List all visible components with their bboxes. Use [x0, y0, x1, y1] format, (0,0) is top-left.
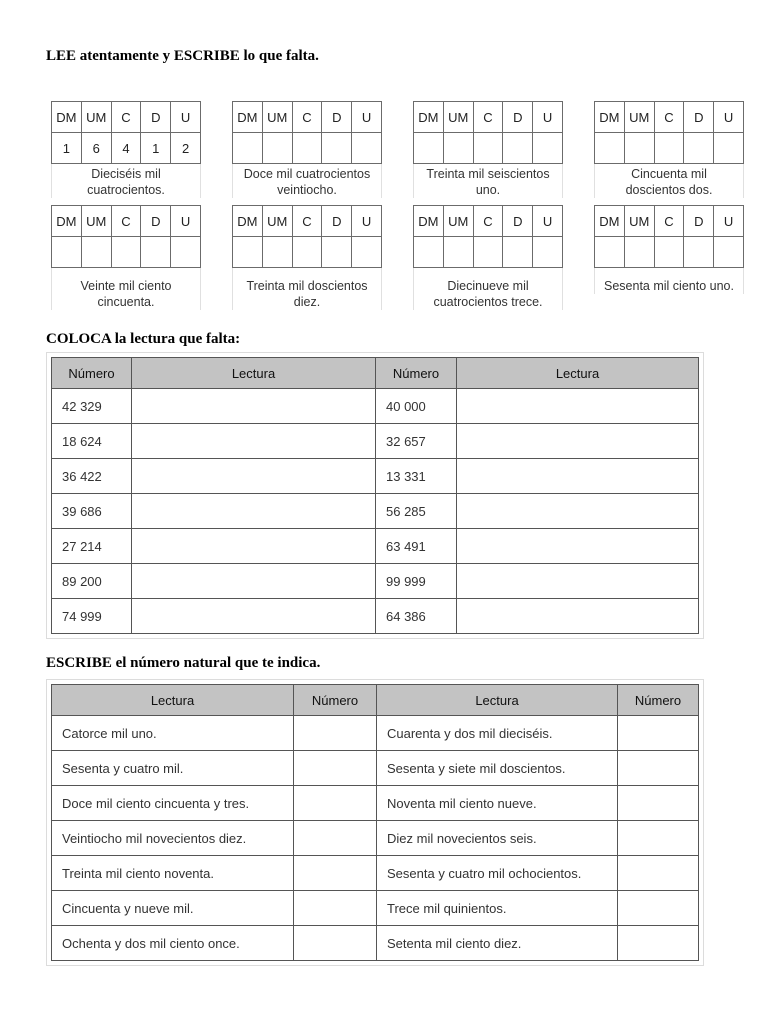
- number-cell: 99 999: [376, 564, 457, 599]
- number-answer-cell[interactable]: [618, 891, 699, 926]
- place-value-header: DM: [414, 206, 444, 237]
- place-value-label: [232, 268, 382, 310]
- place-value-digit-cell[interactable]: [684, 133, 714, 164]
- number-answer-cell[interactable]: [294, 716, 377, 751]
- section1-heading: LEE atentamente y ESCRIBE lo que falta.: [46, 48, 319, 64]
- place-value-header: D: [322, 102, 352, 133]
- place-value-label-line: Dieciséis mil: [91, 167, 161, 181]
- number-answer-cell[interactable]: [618, 751, 699, 786]
- reading-answer-cell[interactable]: [132, 564, 376, 599]
- place-value-label-line: Diecinueve mil: [447, 279, 529, 293]
- place-value-header: D: [141, 206, 171, 237]
- col-header-lectura: Lectura: [52, 685, 294, 716]
- place-value-label-line: cuatrocientos trece.: [433, 295, 543, 309]
- place-value-digit-cell[interactable]: [533, 133, 563, 164]
- place-value-header: C: [473, 206, 503, 237]
- reading-answer-cell[interactable]: [132, 424, 376, 459]
- reading-cell: Noventa mil ciento nueve.: [377, 786, 618, 821]
- reading-answer-cell[interactable]: [457, 389, 699, 424]
- place-value-digit-cell[interactable]: [443, 237, 473, 268]
- table-row: [52, 599, 699, 634]
- place-value-digit-cell[interactable]: [624, 237, 654, 268]
- number-cell: 13 331: [376, 459, 457, 494]
- place-value-digit-cell[interactable]: [322, 133, 352, 164]
- number-answer-cell[interactable]: [618, 821, 699, 856]
- place-value-header: UM: [81, 206, 111, 237]
- place-value-digit-cell[interactable]: [171, 237, 201, 268]
- place-value-header: DM: [414, 102, 444, 133]
- place-value-header: C: [292, 206, 322, 237]
- reading-answer-cell[interactable]: [132, 389, 376, 424]
- col-header-numero: Número: [618, 685, 699, 716]
- place-value-header-row: [414, 206, 563, 237]
- place-value-digit-cell[interactable]: [322, 237, 352, 268]
- number-cell: 39 686: [52, 494, 132, 529]
- place-value-label: [413, 164, 563, 198]
- number-answer-cell[interactable]: [294, 891, 377, 926]
- place-value-box: [594, 205, 744, 311]
- place-value-digit-cell[interactable]: [473, 133, 503, 164]
- place-value-digit-cell[interactable]: [352, 133, 382, 164]
- place-value-digit-cell[interactable]: [414, 237, 444, 268]
- place-value-label-line: Veinte mil ciento: [80, 279, 172, 293]
- number-table: [51, 684, 699, 961]
- place-value-label: [594, 268, 744, 294]
- number-cell: 27 214: [52, 529, 132, 564]
- table-row: [52, 494, 699, 529]
- place-value-digit-cell[interactable]: [111, 237, 141, 268]
- place-value-label-line: Cincuenta mil: [631, 167, 707, 181]
- table-row: [52, 459, 699, 494]
- col-header-lectura: Lectura: [132, 358, 376, 389]
- place-value-header: U: [533, 206, 563, 237]
- place-value-box: [232, 205, 382, 311]
- place-value-box: [51, 205, 201, 311]
- place-value-header-row: [595, 102, 744, 133]
- place-value-label-line: Treinta mil doscientos: [246, 279, 368, 293]
- reading-cell: Doce mil ciento cincuenta y tres.: [52, 786, 294, 821]
- place-value-table: [51, 205, 201, 268]
- number-answer-cell[interactable]: [294, 751, 377, 786]
- col-header-lectura: Lectura: [457, 358, 699, 389]
- place-value-digit-cell[interactable]: [624, 133, 654, 164]
- place-value-header: U: [714, 206, 744, 237]
- table-row: [52, 716, 699, 751]
- reading-cell: Sesenta y cuatro mil ochocientos.: [377, 856, 618, 891]
- number-cell: 32 657: [376, 424, 457, 459]
- place-value-header: U: [714, 102, 744, 133]
- place-value-header: DM: [595, 206, 625, 237]
- reading-cell: Treinta mil ciento noventa.: [52, 856, 294, 891]
- reading-answer-cell[interactable]: [132, 529, 376, 564]
- place-value-label-line: cincuenta.: [97, 295, 155, 309]
- place-value-header: C: [111, 206, 141, 237]
- number-answer-cell[interactable]: [294, 926, 377, 961]
- place-value-label: [232, 164, 382, 198]
- place-value-table: [594, 205, 744, 268]
- place-value-digit-row: [414, 237, 563, 268]
- place-value-header-row: [233, 206, 382, 237]
- place-value-header: DM: [595, 102, 625, 133]
- reading-cell: Setenta mil ciento diez.: [377, 926, 618, 961]
- place-value-header: C: [654, 102, 684, 133]
- place-value-header: DM: [233, 206, 263, 237]
- place-value-table: [413, 205, 563, 268]
- place-value-header: U: [171, 206, 201, 237]
- place-value-digit-cell[interactable]: [654, 133, 684, 164]
- place-value-digit-cell[interactable]: 1: [141, 133, 171, 164]
- place-value-label-line: doscientos dos.: [625, 183, 713, 197]
- place-value-digit-cell[interactable]: [533, 237, 563, 268]
- place-value-header: C: [111, 102, 141, 133]
- place-value-box: [594, 101, 744, 205]
- place-value-digit-cell[interactable]: 1: [52, 133, 82, 164]
- number-answer-cell[interactable]: [618, 786, 699, 821]
- place-value-label: [594, 164, 744, 198]
- number-table-wrap: [46, 679, 704, 966]
- table-row: [52, 856, 699, 891]
- place-value-header: DM: [52, 206, 82, 237]
- number-cell: 42 329: [52, 389, 132, 424]
- reading-table: [51, 357, 699, 634]
- place-value-header: U: [352, 206, 382, 237]
- place-value-header: C: [292, 102, 322, 133]
- number-cell: 40 000: [376, 389, 457, 424]
- place-value-header: UM: [624, 102, 654, 133]
- col-header-numero: Número: [52, 358, 132, 389]
- place-value-label-line: Treinta mil seiscientos: [426, 167, 550, 181]
- place-value-header: UM: [443, 206, 473, 237]
- place-value-digit-row: [595, 133, 744, 164]
- number-cell: 56 285: [376, 494, 457, 529]
- col-header-numero: Número: [294, 685, 377, 716]
- reading-cell: Cincuenta y nueve mil.: [52, 891, 294, 926]
- place-value-digit-row: [52, 237, 201, 268]
- place-value-digit-cell[interactable]: [262, 133, 292, 164]
- place-value-header: UM: [443, 102, 473, 133]
- section3-heading: ESCRIBE el número natural que te indica.: [46, 655, 321, 671]
- place-value-header: U: [533, 102, 563, 133]
- reading-cell: Cuarenta y dos mil dieciséis.: [377, 716, 618, 751]
- place-value-digit-row: [233, 237, 382, 268]
- place-value-box: [413, 205, 563, 311]
- place-value-header: UM: [262, 102, 292, 133]
- place-value-header-row: [233, 102, 382, 133]
- place-value-header: D: [684, 102, 714, 133]
- place-value-digit-cell[interactable]: [52, 237, 82, 268]
- number-answer-cell[interactable]: [294, 821, 377, 856]
- place-value-header: UM: [262, 206, 292, 237]
- place-value-digit-cell[interactable]: 4: [111, 133, 141, 164]
- table-row: [52, 389, 699, 424]
- place-value-label-line: veintiocho.: [277, 183, 337, 197]
- place-value-digit-cell[interactable]: [233, 237, 263, 268]
- place-value-label-line: cuatrocientos.: [87, 183, 165, 197]
- number-cell: 89 200: [52, 564, 132, 599]
- place-value-label-line: Doce mil cuatrocientos: [243, 167, 371, 181]
- place-value-header: UM: [81, 102, 111, 133]
- place-value-label: [51, 164, 201, 198]
- place-value-box: [413, 101, 563, 205]
- number-answer-cell[interactable]: [294, 786, 377, 821]
- reading-cell: Veintiocho mil novecientos diez.: [52, 821, 294, 856]
- number-answer-cell[interactable]: [294, 856, 377, 891]
- reading-cell: Catorce mil uno.: [52, 716, 294, 751]
- table-row: [52, 786, 699, 821]
- place-value-header: U: [352, 102, 382, 133]
- place-value-table: [232, 205, 382, 268]
- section2-heading: COLOCA la lectura que falta:: [46, 331, 241, 347]
- place-value-label: [51, 268, 201, 310]
- reading-cell: Sesenta y siete mil doscientos.: [377, 751, 618, 786]
- place-value-digit-row: [595, 237, 744, 268]
- place-value-header: UM: [624, 206, 654, 237]
- place-value-digit-cell[interactable]: [714, 237, 744, 268]
- place-value-digit-cell[interactable]: [352, 237, 382, 268]
- place-value-box: [232, 101, 382, 205]
- reading-answer-cell[interactable]: [457, 459, 699, 494]
- place-value-digit-cell[interactable]: [595, 237, 625, 268]
- place-value-table: [51, 101, 201, 164]
- place-value-digit-cell[interactable]: [81, 237, 111, 268]
- place-value-digit-cell[interactable]: [654, 237, 684, 268]
- table-row: [52, 751, 699, 786]
- number-cell: 36 422: [52, 459, 132, 494]
- place-value-digit-cell[interactable]: [414, 133, 444, 164]
- place-value-digit-cell[interactable]: [595, 133, 625, 164]
- reading-answer-cell[interactable]: [457, 599, 699, 634]
- place-value-digit-cell[interactable]: [503, 133, 533, 164]
- place-value-digit-cell[interactable]: [503, 237, 533, 268]
- place-value-digit-cell[interactable]: [141, 237, 171, 268]
- reading-cell: Diez mil novecientos seis.: [377, 821, 618, 856]
- place-value-digit-row: [233, 133, 382, 164]
- table-row: [52, 564, 699, 599]
- place-value-digit-row: [52, 133, 201, 164]
- place-value-table: [413, 101, 563, 164]
- reading-cell: Sesenta y cuatro mil.: [52, 751, 294, 786]
- place-value-header: D: [503, 206, 533, 237]
- reading-table-wrap: [46, 352, 704, 639]
- place-value-table: [232, 101, 382, 164]
- place-value-digit-cell[interactable]: [262, 237, 292, 268]
- place-value-digit-cell[interactable]: [292, 133, 322, 164]
- number-answer-cell[interactable]: [618, 926, 699, 961]
- place-value-header: DM: [52, 102, 82, 133]
- place-value-header: DM: [233, 102, 263, 133]
- place-value-label: [413, 268, 563, 310]
- place-value-header-row: [595, 206, 744, 237]
- reading-cell: Ochenta y dos mil ciento once.: [52, 926, 294, 961]
- place-value-header: D: [141, 102, 171, 133]
- place-value-digit-cell[interactable]: [443, 133, 473, 164]
- place-value-digit-cell[interactable]: 6: [81, 133, 111, 164]
- table-row: [52, 891, 699, 926]
- table-row: [52, 926, 699, 961]
- place-value-header-row: [414, 102, 563, 133]
- number-cell: 74 999: [52, 599, 132, 634]
- reading-answer-cell[interactable]: [132, 494, 376, 529]
- place-value-header-row: [52, 206, 201, 237]
- number-cell: 18 624: [52, 424, 132, 459]
- reading-cell: Trece mil quinientos.: [377, 891, 618, 926]
- col-header-lectura: Lectura: [377, 685, 618, 716]
- place-value-header: D: [503, 102, 533, 133]
- place-value-header: C: [473, 102, 503, 133]
- place-value-grid: [51, 101, 745, 311]
- place-value-box: [51, 101, 201, 205]
- place-value-digit-cell[interactable]: [473, 237, 503, 268]
- place-value-label-line: uno.: [475, 183, 501, 197]
- place-value-label-line: Sesenta mil ciento uno.: [604, 279, 734, 293]
- place-value-header: D: [322, 206, 352, 237]
- number-cell: 64 386: [376, 599, 457, 634]
- place-value-label-line: diez.: [293, 295, 321, 309]
- place-value-digit-cell[interactable]: 2: [171, 133, 201, 164]
- reading-answer-cell[interactable]: [132, 459, 376, 494]
- number-answer-cell[interactable]: [618, 716, 699, 751]
- reading-answer-cell[interactable]: [457, 564, 699, 599]
- place-value-digit-cell[interactable]: [684, 237, 714, 268]
- number-cell: 63 491: [376, 529, 457, 564]
- reading-answer-cell[interactable]: [457, 424, 699, 459]
- place-value-header: C: [654, 206, 684, 237]
- table-row: [52, 424, 699, 459]
- reading-answer-cell[interactable]: [457, 494, 699, 529]
- place-value-digit-cell[interactable]: [714, 133, 744, 164]
- table-row: [52, 821, 699, 856]
- table-row: [52, 529, 699, 564]
- reading-answer-cell[interactable]: [132, 599, 376, 634]
- place-value-header: U: [171, 102, 201, 133]
- place-value-header-row: [52, 102, 201, 133]
- place-value-table: [594, 101, 744, 164]
- number-answer-cell[interactable]: [618, 856, 699, 891]
- reading-answer-cell[interactable]: [457, 529, 699, 564]
- place-value-digit-cell[interactable]: [233, 133, 263, 164]
- col-header-numero: Número: [376, 358, 457, 389]
- place-value-digit-row: [414, 133, 563, 164]
- place-value-header: D: [684, 206, 714, 237]
- place-value-digit-cell[interactable]: [292, 237, 322, 268]
